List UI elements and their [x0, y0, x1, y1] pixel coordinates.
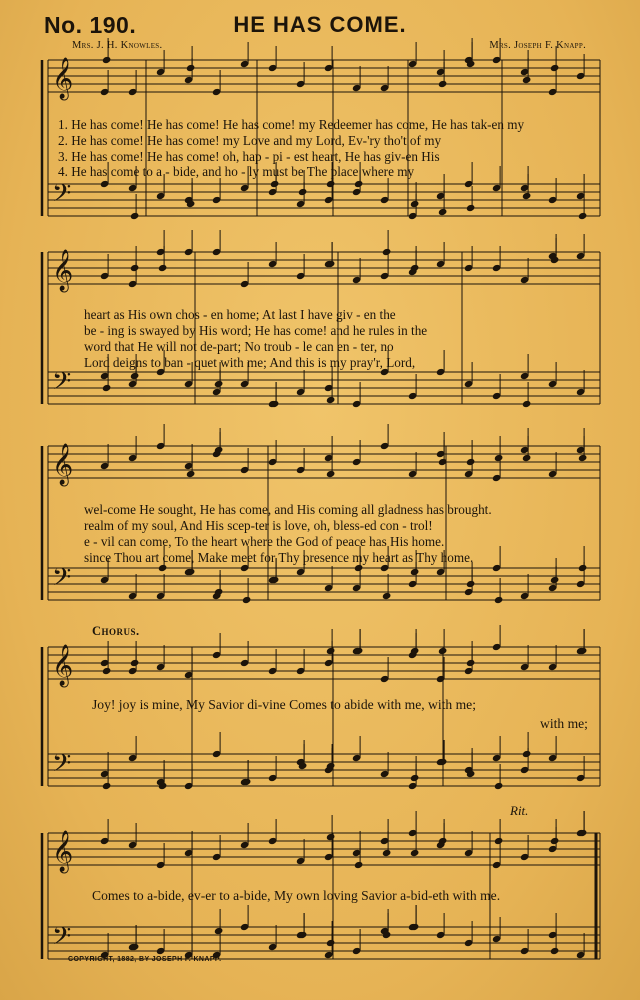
notehead: [438, 80, 448, 88]
copyright-notice: COPYRIGHT, 1882, BY JOSEPH F. KNAPP.: [68, 956, 222, 963]
notehead: [410, 774, 420, 782]
notehead: [326, 939, 336, 947]
notehead: [522, 454, 532, 462]
lyric-line: realm of my soul, And His scep-ter is love, oh, bless-ed con - trol!: [84, 518, 433, 533]
notehead: [326, 396, 336, 404]
lyric-line: e - vil can come, To the heart where the God of peace has His home.: [84, 534, 445, 549]
notehead: [298, 188, 308, 196]
notehead: [214, 380, 224, 388]
notehead: [326, 833, 336, 841]
lyric-line: word that He will not de-part; No troub - le can en - ter, no: [84, 339, 394, 354]
lyric-tail: with me;: [540, 716, 588, 731]
notehead: [186, 64, 196, 72]
bass-clef: 𝄢: [52, 367, 72, 402]
notehead: [354, 861, 364, 869]
notehead: [550, 947, 560, 955]
notehead: [466, 659, 476, 667]
notehead: [354, 180, 364, 188]
notehead: [214, 927, 224, 935]
bass-clef: 𝄢: [52, 922, 72, 957]
notehead: [130, 264, 140, 272]
lyricist-credit: Mrs. J. H. Knowles.: [72, 40, 163, 51]
notehead: [494, 596, 504, 604]
notehead: [550, 576, 560, 584]
notehead: [522, 400, 532, 408]
notehead: [130, 659, 140, 667]
lyric-line: 2. He has come! He has come! my Love and my Lord, Ev-'ry tho't of my: [58, 133, 442, 148]
notehead: [242, 596, 252, 604]
notehead: [410, 200, 420, 208]
lyric-line: 4. He has come to a - bide, and ho - ly must be The place where my: [58, 164, 415, 179]
notehead: [438, 647, 448, 655]
hymn-number: No. 190.: [44, 12, 137, 38]
lyric-line: wel-come He sought, He has come, and His coming all gladness has brought.: [84, 502, 492, 517]
lyric-line: 3. He has come! He has come! oh, hap - pi - est heart, He has giv-en His: [58, 149, 440, 164]
bass-clef: 𝄢: [52, 563, 72, 598]
notehead: [466, 204, 476, 212]
notehead: [578, 454, 588, 462]
notehead: [410, 849, 420, 857]
notehead: [438, 208, 448, 216]
notehead: [466, 458, 476, 466]
notehead: [550, 837, 560, 845]
notehead: [270, 180, 280, 188]
treble-clef: 𝄞: [52, 444, 74, 485]
notehead: [326, 647, 336, 655]
notehead: [102, 56, 112, 64]
notehead: [494, 454, 504, 462]
treble-clef: 𝄞: [52, 250, 74, 291]
notehead: [382, 592, 392, 600]
lyric-line: be - ing is swayed by His word; He has come! and he rules in the: [84, 323, 428, 338]
bass-clef: 𝄢: [52, 179, 72, 214]
treble-clef: 𝄞: [52, 831, 74, 872]
bass-clef: 𝄢: [52, 749, 72, 784]
notehead: [102, 667, 112, 675]
notehead: [522, 76, 532, 84]
notehead: [102, 782, 112, 790]
notehead: [326, 470, 336, 478]
chorus-label: Chorus.: [92, 624, 140, 638]
notehead: [522, 192, 532, 200]
notehead: [130, 372, 140, 380]
lyric-line: heart as His own chos - en home; At last I have giv - en the: [84, 307, 396, 322]
hymn-title: HE HAS COME.: [233, 12, 407, 37]
notehead: [382, 248, 392, 256]
notehead: [382, 849, 392, 857]
notehead: [522, 750, 532, 758]
lyric-line: Lord deigns to ban - quet with me; And this is my pray'r, Lord,: [84, 355, 416, 370]
lyric-line: 1. He has come! He has come! He has come! my Redeemer has come, He has tak-en my: [58, 117, 525, 132]
notehead: [130, 212, 140, 220]
notehead: [410, 568, 420, 576]
notehead: [186, 470, 196, 478]
lyric-line: Comes to a-bide, ev-er to a-bide, My own loving Savior a-bid-eth with me.: [92, 888, 501, 903]
notehead: [466, 580, 476, 588]
treble-clef: 𝄞: [52, 645, 74, 686]
lyric-line: Joy! joy is mine, My Savior di-vine Comes to abide with me, with me;: [92, 697, 476, 712]
notehead: [158, 264, 168, 272]
notehead: [326, 180, 336, 188]
notehead: [494, 782, 504, 790]
composer-credit: Mrs. Joseph F. Knapp.: [489, 40, 586, 51]
notehead: [550, 64, 560, 72]
ritardando-marking: Rit.: [510, 803, 529, 818]
treble-clef: 𝄞: [52, 58, 74, 99]
lyric-line: since Thou art come, Make meet for Thy presence my heart as Thy home.: [84, 550, 474, 565]
notehead: [494, 837, 504, 845]
notehead: [102, 384, 112, 392]
notehead: [578, 212, 588, 220]
